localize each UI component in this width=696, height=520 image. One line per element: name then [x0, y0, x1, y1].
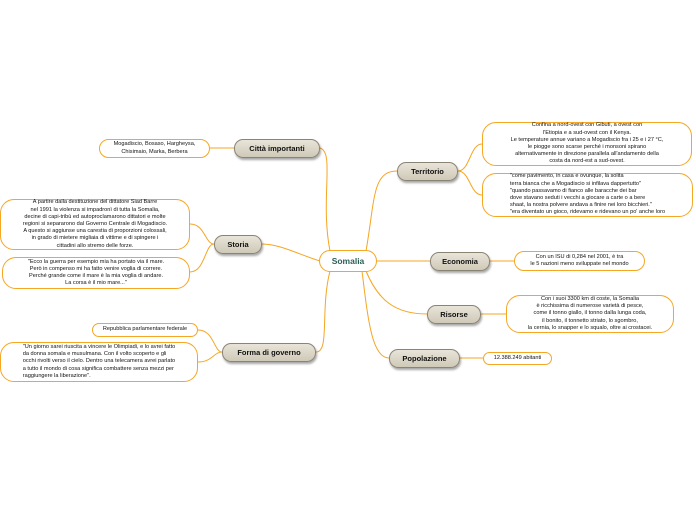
link-popolazione	[362, 271, 389, 358]
branch-storia[interactable]: Storia	[214, 235, 262, 254]
branch-risorse[interactable]: Risorse	[427, 305, 481, 324]
leaf-popolazione-count[interactable]: 12.388.249 abitanti	[483, 352, 552, 365]
link-territorio-leaf2	[458, 171, 482, 195]
link-governo	[316, 271, 330, 352]
branch-territorio[interactable]: Territorio	[397, 162, 458, 181]
link-citta	[320, 148, 330, 251]
link-territorio-leaf1	[458, 144, 482, 171]
branch-economia[interactable]: Economia	[430, 252, 490, 271]
leaf-storia-quote[interactable]: "Ecco la guerra per esempio mia ha portato via il mare. Però in compenso mi ha fatto venire voglia di correre. Perché grande come il mare è la mia voglia di andare. La corsa è il mio mare..."	[2, 257, 190, 289]
link-territorio	[366, 171, 397, 251]
link-governo-leaf1	[198, 330, 222, 352]
branch-forma-di-governo[interactable]: Forma di governo	[222, 343, 316, 362]
link-storia-leaf1	[190, 224, 214, 244]
leaf-governo-type[interactable]: Repubblica parlamentare federale	[92, 323, 198, 337]
leaf-economia-isu[interactable]: Con un ISU di 0,284 nel 2001, è tra le 5 nazioni meno sviluppate nel mondo	[514, 251, 645, 271]
leaf-storia-text[interactable]: A partire dalla destituzione del dittatore Siad Barre nel 1991 la violenza si impadronì di tutta la Somalia, decine di capi-tribù ed autoproclamarono dittatori e molte regioni si separarono dal Governo Centrale di Mogadiscio. A questo si aggiunse una carestia di proporzioni colossali, in grado di mietere migliaia di vittime e di spingere i cittadini allo stremo delle forze.	[0, 199, 190, 250]
leaf-territorio-description[interactable]: Confina a nord-ovest con Gibuti, a ovest con l'Etiopia e a sud-ovest con il Kenya. Le temperature annue variano a Mogadiscio fra i 25 e i 27 °C, le piogge sono scarse perché i monsoni spirano alternativamente in direzione parallela all'andamento della costa da nord-est a sud-ovest.	[482, 122, 692, 166]
leaf-governo-quote[interactable]: "Un giorno sarei riuscita a vincere le Olimpiadi, e lo avrei fatto da donna somala e musulmana. Con il volto scoperto e gli occhi rivolti verso il cielo. Dentro una telecamera avrei parlato a tutto il mondo di cosa significa combattere senza mezzi per raggiungere la liberazione".	[0, 342, 198, 382]
branch-citta-importanti[interactable]: Città importanti	[234, 139, 320, 158]
link-governo-leaf2	[198, 352, 222, 362]
leaf-territorio-quotes[interactable]: "come pavimento, in casa e ovunque, la solita terra bianca che a Mogadiscio si infilava dappertutto" "quando passavamo di fianco alle baracche dei bar dove stavano seduti i vecchi a giocare a carte o a bere shaat, la nostra polvere andava a finire nei loro bicchieri." "era diventato un gioco, ridevamo e ridevano un po' anche loro	[482, 173, 693, 217]
central-topic-somalia[interactable]: Somalia	[319, 250, 377, 272]
branch-popolazione[interactable]: Popolazione	[389, 349, 460, 368]
link-risorse	[366, 271, 427, 314]
leaf-risorse-description[interactable]: Con i suoi 3300 km di coste, la Somalia è ricchissima di numerose varietà di pesce, come il tonno giallo, il tonno dalla lunga coda, il bonito, il tonnetto striato, lo sgombro, la cernia, lo snapper e lo squalo, oltre ai crostacei.	[506, 295, 674, 333]
leaf-citta-list[interactable]: Mogadiscio, Bosaso, Hargheysa, Chisimaio, Marka, Berbera	[99, 139, 210, 158]
link-storia-leaf2	[190, 244, 214, 272]
link-storia	[262, 244, 320, 261]
